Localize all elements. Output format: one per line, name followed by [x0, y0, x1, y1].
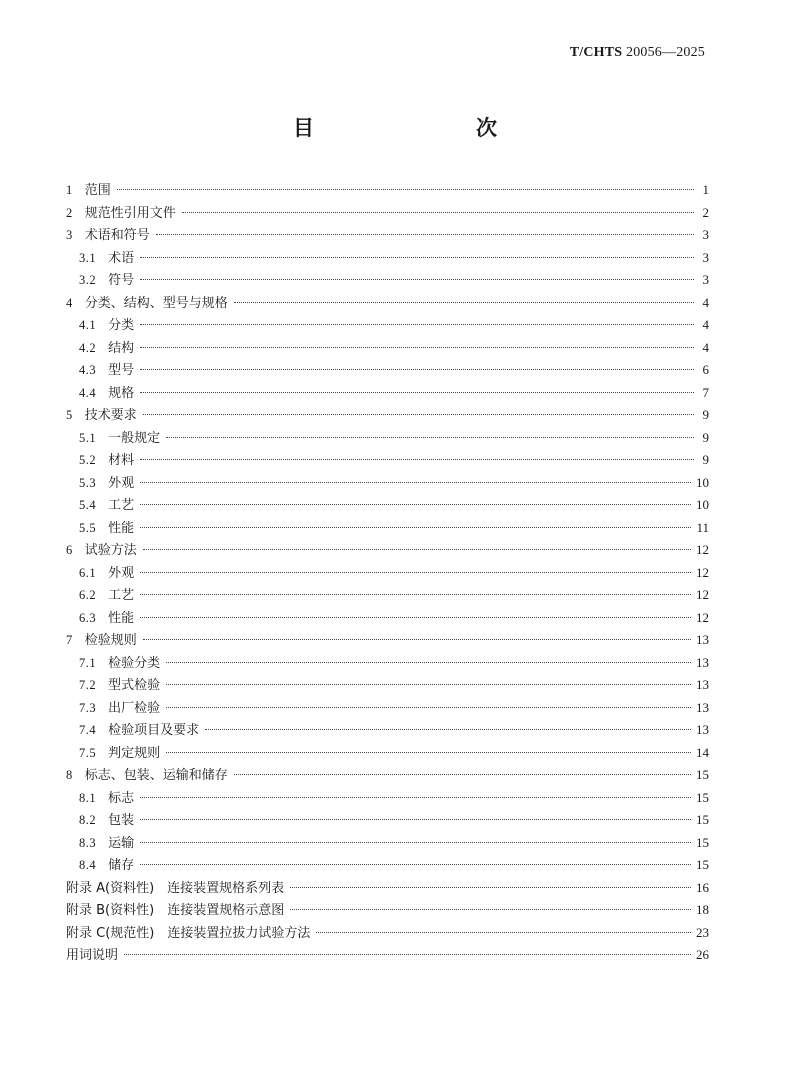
- toc-entry-title: 标志: [108, 790, 135, 806]
- toc-entry-page: 13: [696, 654, 709, 670]
- toc-entry[interactable]: [66, 202, 709, 225]
- toc-dot-leader: [140, 324, 694, 325]
- toc-entry-page: 16: [696, 879, 709, 895]
- toc-entry[interactable]: [66, 764, 709, 787]
- toc-entry-page: 11: [696, 519, 709, 535]
- toc-dot-leader: [143, 549, 691, 550]
- toc-entry-number: 5.5: [79, 520, 97, 535]
- toc-entry[interactable]: [66, 517, 709, 540]
- toc-dot-leader: [140, 572, 691, 573]
- toc-entry-page: 13: [696, 677, 709, 692]
- toc-entry-title: 工艺: [108, 498, 135, 513]
- toc-entry[interactable]: [66, 854, 709, 877]
- toc-dot-leader: [143, 414, 694, 415]
- toc-entry[interactable]: [66, 449, 709, 472]
- toc-entry-number: 6: [66, 543, 73, 557]
- toc-entry-title: 附录 B(资料性) 连接装置规格示意图: [66, 903, 285, 918]
- toc-entry[interactable]: [66, 899, 709, 922]
- toc-entry-number: 7.2: [79, 678, 97, 692]
- toc-dot-leader: [290, 887, 691, 888]
- toc-entry-page: 15: [696, 767, 709, 782]
- toc-dot-leader: [234, 774, 691, 775]
- toc-entry-number: 1: [66, 183, 73, 197]
- toc-dot-leader: [140, 279, 694, 280]
- toc-dot-leader: [166, 437, 694, 438]
- toc-dot-leader: [140, 617, 691, 618]
- toc-entry-title: 术语和符号: [84, 228, 150, 243]
- toc-entry[interactable]: [66, 292, 709, 315]
- toc-dot-leader: [117, 189, 694, 190]
- toc-entry-number: 7.1: [79, 655, 97, 670]
- toc-entry-title: 外观: [108, 565, 135, 581]
- toc-entry-page: 1: [702, 182, 709, 197]
- toc-entry[interactable]: [66, 742, 709, 765]
- toc-entry-page: 14: [696, 744, 709, 760]
- toc-entry-title: 型式检验: [108, 678, 161, 693]
- toc-entry-page: 3: [702, 249, 709, 265]
- toc-entry-number: 7: [66, 633, 73, 647]
- toc-entry-title: 包装: [108, 813, 135, 828]
- toc-dot-leader: [166, 707, 691, 708]
- standard-code-prefix: T/CHTS: [569, 45, 623, 60]
- toc-entry[interactable]: [66, 494, 709, 517]
- toc-entry-title: 运输: [108, 835, 135, 851]
- toc-entry-title: 分类、结构、型号与规格: [84, 295, 228, 311]
- toc-entry-number: 8: [66, 768, 73, 782]
- toc-entry-page: 15: [696, 789, 709, 805]
- toc-dot-leader: [140, 864, 691, 865]
- toc-entry[interactable]: [66, 832, 709, 855]
- toc-entry-title: 分类: [108, 318, 135, 333]
- toc-dot-leader: [166, 662, 691, 663]
- toc-entry-number: 4.1: [79, 318, 97, 332]
- toc-entry-page: 13: [696, 699, 709, 715]
- toc-entry-title: 技术要求: [84, 408, 137, 423]
- toc-entry-page: 12: [696, 587, 709, 602]
- toc-entry[interactable]: [66, 877, 709, 900]
- toc-entry[interactable]: [66, 584, 709, 607]
- toc-dot-leader: [166, 684, 691, 685]
- toc-entry-number: 4.4: [79, 385, 97, 400]
- toc-entry-number: 6.1: [79, 565, 97, 580]
- toc-dot-leader: [140, 392, 694, 393]
- toc-entry-page: 12: [696, 542, 709, 557]
- toc-dot-leader: [140, 594, 691, 595]
- toc-entry-number: 3.1: [79, 250, 97, 265]
- toc-entry-title: 附录 A(资料性) 连接装置规格系列表: [66, 880, 285, 896]
- toc-entry-number: 5.4: [79, 498, 97, 512]
- toc-entry[interactable]: [66, 787, 709, 810]
- toc-dot-leader: [140, 527, 691, 528]
- toc-dot-leader: [140, 797, 691, 798]
- toc-entry-page: 3: [702, 227, 709, 242]
- toc-dot-leader: [124, 954, 691, 955]
- toc-entry[interactable]: [66, 247, 709, 270]
- toc-entry-title: 性能: [108, 520, 135, 536]
- toc-entry-title: 规格: [108, 385, 135, 401]
- toc-entry-title: 用词说明: [66, 948, 119, 963]
- toc-entry-page: 12: [696, 564, 709, 580]
- toc-entry-title: 试验方法: [84, 543, 137, 558]
- toc-entry-number: 2: [66, 205, 73, 220]
- toc-entry[interactable]: [66, 539, 709, 562]
- toc-entry-number: 7.3: [79, 700, 97, 715]
- toc-dot-leader: [140, 482, 691, 483]
- toc-entry[interactable]: [66, 179, 709, 202]
- toc-entry[interactable]: [66, 719, 709, 742]
- toc-entry-number: 5.2: [79, 453, 97, 467]
- toc-entry[interactable]: [66, 472, 709, 495]
- toc-entry-number: 4: [66, 295, 73, 310]
- toc-entry-number: 7.5: [79, 745, 97, 760]
- toc-dot-leader: [290, 909, 691, 910]
- toc-entry-page: 18: [696, 902, 709, 917]
- toc-dot-leader: [140, 504, 691, 505]
- toc-entry-number: 5: [66, 408, 73, 422]
- toc-entry-page: 10: [696, 474, 709, 490]
- toc-entry-page: 9: [702, 452, 709, 467]
- toc-entry-page: 26: [696, 947, 709, 962]
- toc-entry-page: 4: [702, 294, 709, 310]
- toc-dot-leader: [156, 234, 694, 235]
- toc-entry[interactable]: [66, 224, 709, 247]
- toc-entry[interactable]: [66, 674, 709, 697]
- standard-code: [570, 45, 705, 61]
- toc-entry-page: 15: [696, 834, 709, 850]
- toc-entry-number: 4.2: [79, 340, 97, 355]
- toc-entry-number: 7.4: [79, 723, 97, 737]
- toc-entry-page: 10: [696, 497, 709, 512]
- toc-entry-page: 23: [696, 924, 709, 940]
- page-title: 目 次: [293, 116, 537, 140]
- toc-dot-leader: [140, 257, 694, 258]
- toc-entry-number: 3.2: [79, 273, 97, 287]
- toc-dot-leader: [140, 459, 694, 460]
- toc-entry-number: 8.4: [79, 858, 97, 872]
- toc-dot-leader: [143, 639, 691, 640]
- toc-entry[interactable]: [66, 382, 709, 405]
- toc-entry-number: 8.2: [79, 813, 97, 827]
- toc-entry-title: 规范性引用文件: [84, 205, 176, 221]
- toc-entry[interactable]: [66, 697, 709, 720]
- toc-entry[interactable]: [66, 359, 709, 382]
- table-of-contents: [66, 179, 709, 967]
- toc-entry-title: 结构: [108, 340, 135, 356]
- toc-entry[interactable]: [66, 337, 709, 360]
- toc-entry-title: 判定规则: [108, 745, 161, 761]
- toc-entry-title: 符号: [108, 273, 135, 288]
- toc-entry-title: 检验项目及要求: [108, 723, 200, 738]
- toc-dot-leader: [234, 302, 694, 303]
- toc-entry-number: 6.2: [79, 588, 97, 602]
- toc-entry[interactable]: [66, 427, 709, 450]
- toc-entry-number: 5.1: [79, 430, 97, 445]
- toc-entry[interactable]: [66, 922, 709, 945]
- toc-entry[interactable]: [66, 607, 709, 630]
- toc-entry-number: 8.3: [79, 835, 97, 850]
- toc-entry-page: 12: [696, 609, 709, 625]
- standard-code-number: 20056—2025: [626, 45, 705, 60]
- toc-entry-page: 9: [702, 407, 709, 422]
- toc-entry-page: 4: [702, 339, 709, 355]
- toc-entry[interactable]: [66, 944, 709, 967]
- toc-entry-title: 出厂检验: [108, 700, 161, 716]
- toc-entry[interactable]: [66, 269, 709, 292]
- toc-entry-page: 13: [696, 632, 709, 647]
- toc-entry-number: 6.3: [79, 610, 97, 625]
- toc-entry-title: 检验分类: [108, 655, 161, 671]
- toc-dot-leader: [166, 752, 691, 753]
- toc-entry-number: 4.3: [79, 363, 97, 377]
- toc-entry-page: 7: [702, 384, 709, 400]
- toc-entry-page: 15: [696, 857, 709, 872]
- toc-dot-leader: [140, 842, 691, 843]
- toc-entry-page: 4: [702, 317, 709, 332]
- toc-entry-title: 性能: [108, 610, 135, 626]
- toc-dot-leader: [140, 347, 694, 348]
- toc-entry-title: 储存: [108, 858, 135, 873]
- toc-entry-title: 一般规定: [108, 430, 161, 446]
- toc-entry[interactable]: [66, 652, 709, 675]
- toc-dot-leader: [140, 369, 694, 370]
- toc-entry[interactable]: [66, 314, 709, 337]
- toc-entry-page: 13: [696, 722, 709, 737]
- toc-entry[interactable]: [66, 404, 709, 427]
- toc-entry[interactable]: [66, 629, 709, 652]
- toc-entry-title: 材料: [108, 453, 135, 468]
- toc-entry-title: 术语: [108, 250, 135, 266]
- toc-entry-title: 范围: [84, 183, 111, 198]
- toc-entry-page: 9: [702, 429, 709, 445]
- toc-dot-leader: [205, 729, 691, 730]
- toc-entry-number: 3: [66, 228, 73, 242]
- toc-entry-title: 工艺: [108, 588, 135, 603]
- toc-entry-title: 附录 C(规范性) 连接装置拉拔力试验方法: [66, 925, 311, 941]
- toc-entry-page: 6: [702, 362, 709, 377]
- toc-entry-page: 15: [696, 812, 709, 827]
- toc-entry-number: 5.3: [79, 475, 97, 490]
- toc-entry[interactable]: [66, 809, 709, 832]
- toc-entry-title: 标志、包装、运输和储存: [84, 768, 228, 783]
- toc-entry-page: 2: [702, 204, 709, 220]
- toc-entry-page: 3: [702, 272, 709, 287]
- toc-dot-leader: [140, 819, 691, 820]
- toc-entry[interactable]: [66, 562, 709, 585]
- toc-dot-leader: [182, 212, 694, 213]
- toc-entry-title: 检验规则: [84, 633, 137, 648]
- toc-entry-number: 8.1: [79, 790, 97, 805]
- toc-entry-title: 外观: [108, 475, 135, 491]
- toc-dot-leader: [316, 932, 691, 933]
- toc-entry-title: 型号: [108, 363, 135, 378]
